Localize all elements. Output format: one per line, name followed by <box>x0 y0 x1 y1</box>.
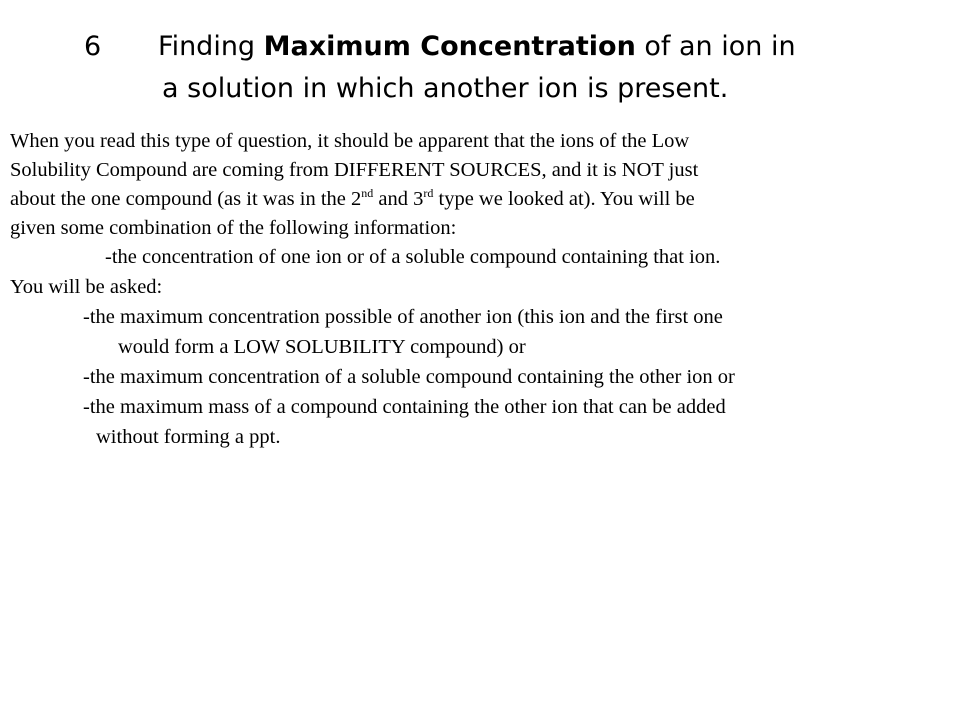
paragraph-line-3-c: type we looked at). You will be <box>433 188 695 210</box>
paragraph-line-3-a: about the one compound (as it was in the 2 <box>10 188 362 210</box>
title-number: 6 <box>84 31 102 62</box>
title-text-bold: Maximum Concentration <box>263 31 636 62</box>
title-text-post: of an ion in <box>635 31 796 62</box>
asked-label: You will be asked: <box>10 276 163 298</box>
superscript-nd: nd <box>361 186 374 201</box>
paragraph-line-3-b: and 3 <box>373 188 424 210</box>
asked-item-2: -the maximum concentration of a soluble compound containing the other ion or <box>83 366 735 388</box>
title-line-2: a solution in which another ion is present. <box>162 73 729 104</box>
paragraph-line-2: Solubility Compound are coming from DIFFERENT SOURCES, and it is NOT just <box>10 159 699 181</box>
paragraph-line-4: given some combination of the following information: <box>10 217 457 239</box>
paragraph-line-3 <box>10 185 695 213</box>
asked-item-3-line-1: -the maximum mass of a compound containing the other ion that can be added <box>83 396 726 418</box>
asked-item-1-line-2: would form a LOW SOLUBILITY compound) or <box>118 336 526 358</box>
asked-item-1-line-1: -the maximum concentration possible of another ion (this ion and the first one <box>83 306 723 328</box>
asked-item-3-line-2: without forming a ppt. <box>96 426 281 448</box>
given-item: -the concentration of one ion or of a soluble compound containing that ion. <box>105 246 721 268</box>
paragraph-line-1: When you read this type of question, it should be apparent that the ions of the Low <box>10 130 690 152</box>
title-line-1 <box>84 26 796 68</box>
superscript-rd: rd <box>423 186 434 201</box>
title-text-pre: Finding <box>158 31 264 62</box>
